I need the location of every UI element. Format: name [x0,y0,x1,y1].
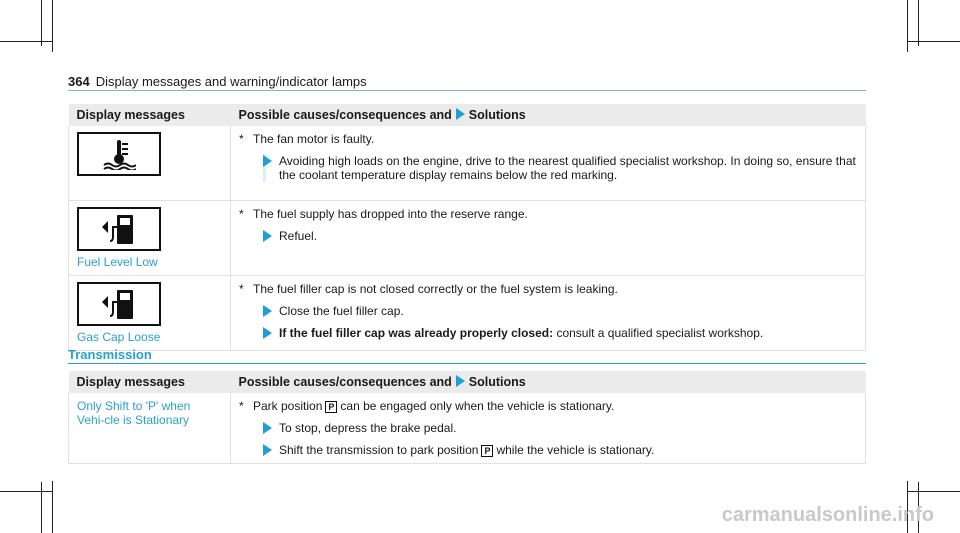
cause-line [239,282,857,296]
cause-text: The fan motor is faulty. [253,132,375,146]
cause-line [239,132,857,146]
crop-mark [918,0,919,46]
crop-mark [907,491,960,492]
col-header-solutions-text: Solutions [468,375,526,389]
cause-text-post: can be engaged only when the vehicle is stationary. [340,399,615,413]
solution-cell [231,275,866,350]
solution-step [239,443,857,457]
cause-text: The fuel supply has dropped into the reserve range. [253,206,528,221]
table-row [69,200,866,275]
table-header-row [69,104,866,126]
step-text: Close the fuel filler cap. [279,303,404,318]
asterisk-marker: * [239,281,244,296]
message-label: Only Shift to 'P' when Vehi-cle is Stationary [77,399,191,427]
step-text: Avoiding high loads on the engine, drive to the nearest qualified specialist workshop. In doing so, ensure that the coolant temperature display remains below the red marking. [279,154,856,182]
solution-step [239,421,857,435]
arrow-icon [263,327,272,339]
solution-step [239,154,857,182]
step-text: Refuel. [279,228,318,243]
solution-cell [231,200,866,275]
col-header-display-messages: Display messages [69,371,231,393]
solution-step [239,304,857,318]
arrow-icon [263,444,272,456]
crop-mark [52,481,53,533]
table-row [69,126,866,200]
asterisk-marker: * [239,399,244,413]
col-header-causes [231,104,866,126]
section-rule [68,363,866,364]
crop-mark [907,41,960,42]
arrow-icon [263,422,272,434]
table-row [69,275,866,350]
cause-text: The fuel filler cap is not closed correctly or the fuel system is leaking. [253,281,618,296]
message-cell [69,200,231,275]
col-header-causes-text: Possible causes/consequences and [238,108,452,122]
fuel-pump-icon [77,282,161,326]
asterisk-marker: * [239,132,244,146]
solution-cell [231,126,866,200]
crop-mark [41,0,42,46]
message-label: Fuel Level Low [77,254,158,269]
arrow-icon [456,108,465,120]
step-text: consult a qualified specialist workshop. [556,325,764,340]
transmission-table [68,371,866,464]
table-header-row [69,371,866,393]
message-cell [69,275,231,350]
page-header [68,74,367,89]
display-messages-table [68,104,866,351]
col-header-display-messages: Display messages [69,104,231,126]
coolant-temperature-icon [77,132,161,176]
cause-line [239,207,857,221]
park-position-key: P [325,401,337,413]
arrow-icon [263,230,272,242]
arrow-icon [263,305,272,317]
header-rule [68,90,866,91]
cause-line [239,399,857,413]
asterisk-marker: * [239,206,244,221]
step-text-post: while the vehicle is stationary. [496,443,655,457]
arrow-icon [263,155,272,167]
section-title: Transmission [68,347,152,362]
col-header-causes-text: Possible causes/consequences and [238,375,452,389]
crop-mark [52,0,53,52]
page-number: 364 [68,74,90,89]
step-text-pre: Shift the transmission to park position [279,443,479,457]
message-cell [69,393,231,464]
col-header-solutions-text: Solutions [468,108,526,122]
cause-text-pre: Park position [253,399,323,413]
watermark: carmanualsonline.info [721,504,934,526]
page-header-title: Display messages and warning/indicator lamps [95,74,367,89]
crop-mark [0,41,52,42]
crop-mark [0,491,52,492]
message-label: Gas Cap Loose [77,329,161,344]
solution-step [239,229,857,243]
step-text: To stop, depress the brake pedal. [279,421,457,435]
step-condition: If the fuel filler cap was already properly closed: [279,325,554,340]
table-row [69,393,866,464]
col-header-causes [231,371,866,393]
crop-mark [41,482,42,533]
arrow-icon [456,375,465,387]
fuel-pump-icon [77,207,161,251]
solution-step [239,326,857,340]
crop-mark [907,0,908,52]
solution-cell [231,393,866,464]
message-cell [69,126,231,200]
park-position-key: P [481,445,493,457]
